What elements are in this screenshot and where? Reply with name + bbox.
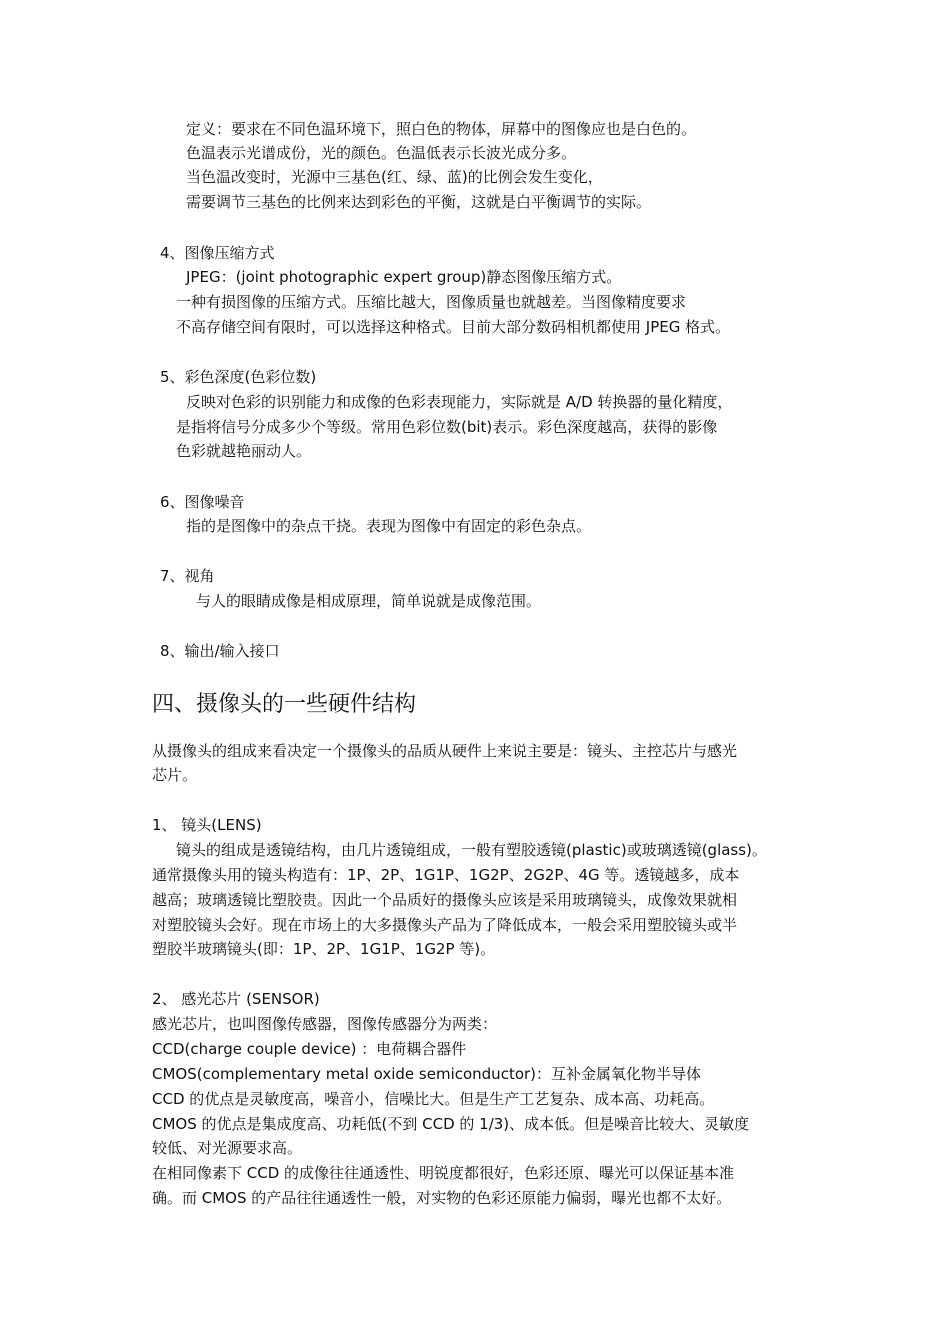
lens-line1: 镜头的组成是透镜结构，由几片透镜组成，一般有塑胶透镜(plastic)或玻璃透镜(glass)。 (176, 841, 767, 859)
item5-line1: 反映对色彩的识别能力和成像的色彩表现能力，实际就是 A/D 转换器的量化精度， (186, 393, 733, 411)
lens-line4: 对塑胶镜头会好。现在市场上的大多摄像头产品为了降低成本，一般会采用塑胶镜头或半 (152, 916, 738, 934)
item4-line1: JPEG：(joint photographic expert group)静态图像压缩方式。 (186, 268, 622, 286)
item4-heading: 4、图像压缩方式 (160, 244, 275, 262)
lens-line2: 通常摄像头用的镜头构造有：1P、2P、1G1P、1G2P、2G2P、4G 等。透镜越多，成本 (152, 866, 740, 884)
lens-line5: 塑胶半玻璃镜头(即：1P、2P、1G1P、1G2P 等)。 (152, 940, 496, 958)
item5-line2: 是指将信号分成多少个等级。常用色彩位数(bit)表示。彩色深度越高，获得的影像 (176, 418, 718, 436)
item5-heading: 5、彩色深度(色彩位数) (160, 368, 317, 386)
sensor-line3: CMOS(complementary metal oxide semiconductor)：互补金属氧化物半导体 (152, 1065, 702, 1083)
lens-heading: 1、 镜头(LENS) (152, 816, 262, 834)
item6-heading: 6、图像噪音 (160, 493, 245, 511)
sensor-line4: CCD 的优点是灵敏度高，噪音小，信噪比大。但是生产工艺复杂、成本高、功耗高。 (152, 1090, 715, 1108)
section4-intro-line2: 芯片。 (152, 766, 198, 784)
white-balance-color-temp: 色温表示光谱成份，光的颜色。色温低表示长波光成分多。 (186, 144, 577, 162)
item4-line3: 不高存储空间有限时，可以选择这种格式。目前大部分数码相机都使用 JPEG 格式。 (176, 318, 731, 336)
item7-heading: 7、视角 (160, 567, 215, 585)
item7-line1: 与人的眼睛成像是相成原理，简单说就是成像范围。 (196, 592, 542, 610)
white-balance-adjust: 需要调节三基色的比例来达到彩色的平衡，这就是白平衡调节的实际。 (186, 193, 652, 211)
sensor-line8: 确。而 CMOS 的产品往往通透性一般，对实物的色彩还原能力偏弱，曝光也都不太好。 (152, 1189, 732, 1207)
sensor-line6: 较低、对光源要求高。 (152, 1139, 303, 1157)
lens-line3: 越高；玻璃透镜比塑胶贵。因此一个品质好的摄像头应该是采用玻璃镜头，成像效果就相 (152, 891, 738, 909)
item6-line1: 指的是图像中的杂点干挠。表现为图像中有固定的彩色杂点。 (186, 517, 592, 535)
sensor-line2: CCD(charge couple device) ：电荷耦合器件 (152, 1040, 467, 1058)
section4-title: 四、摄像头的一些硬件结构 (152, 692, 417, 717)
sensor-line1: 感光芯片，也叫图像传感器，图像传感器分为两类： (152, 1015, 498, 1033)
item8-heading: 8、输出/输入接口 (160, 642, 280, 660)
item5-line3: 色彩就越艳丽动人。 (176, 442, 312, 460)
section4-intro-line1: 从摄像头的组成来看决定一个摄像头的品质从硬件上来说主要是：镜头、主控芯片与感光 (152, 742, 738, 760)
white-balance-definition: 定义：要求在不同色温环境下，照白色的物体，屏幕中的图像应也是白色的。 (186, 120, 697, 138)
sensor-line5: CMOS 的优点是集成度高、功耗低(不到 CCD 的 1/3)、成本低。但是噪音比较大、灵敏度 (152, 1115, 750, 1133)
item4-line2: 一种有损图像的压缩方式。压缩比越大，图像质量也就越差。当图像精度要求 (176, 293, 687, 311)
sensor-line7: 在相同像素下 CCD 的成像往往通透性、明锐度都很好，色彩还原、曝光可以保证基本准 (152, 1164, 735, 1182)
sensor-heading: 2、 感光芯片 (SENSOR) (152, 990, 320, 1008)
white-balance-change: 当色温改变时，光源中三基色(红、绿、蓝)的比例会发生变化， (186, 168, 603, 186)
